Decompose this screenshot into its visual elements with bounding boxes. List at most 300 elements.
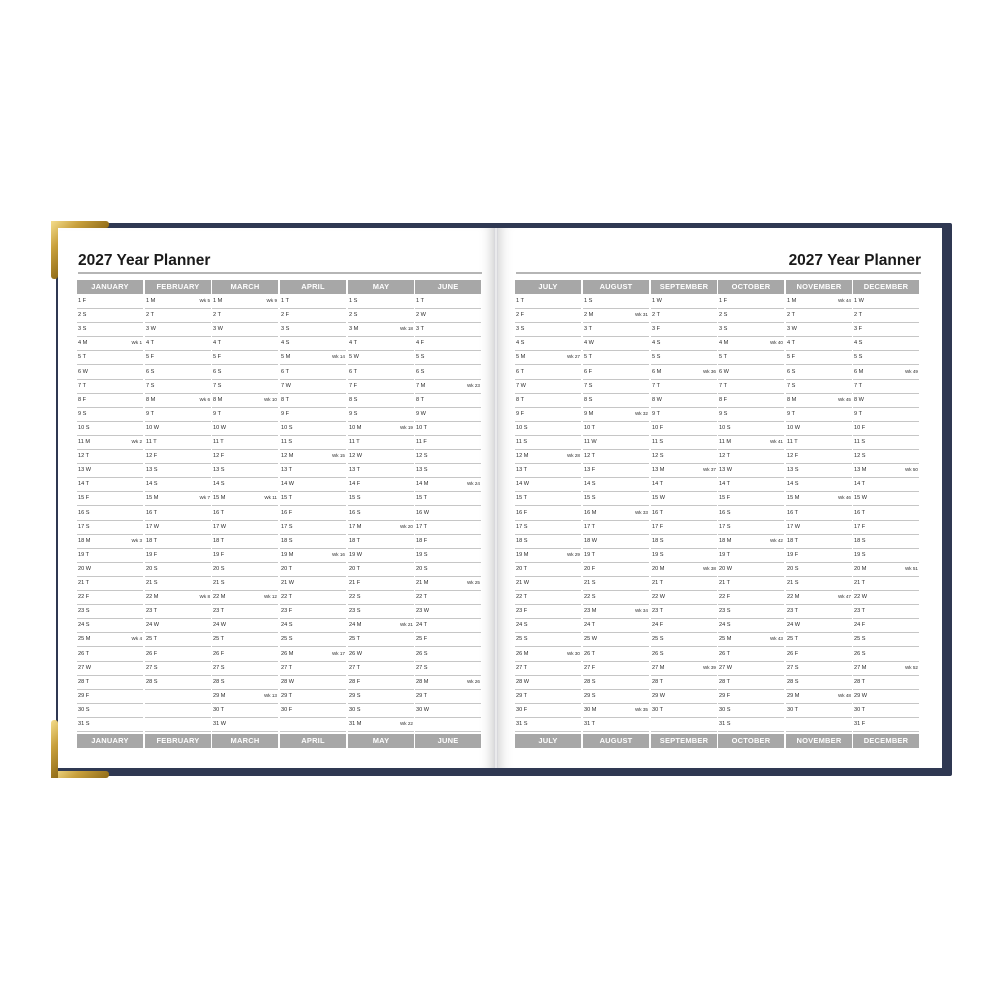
day-label: 3 S [281,326,290,333]
day-label: 3 W [213,326,223,333]
day-cell [77,492,143,506]
day-label: 31 F [854,721,866,727]
day-cell [786,521,852,535]
day-label: 30 S [78,706,90,713]
day-label: 11 S [281,439,293,445]
day-label: 11 F [416,439,427,445]
title-rule-right [516,272,921,274]
day-cell [145,408,211,422]
day-cell [786,690,852,704]
day-cell [77,464,143,478]
day-label: 14 T [719,481,731,488]
month-footer-february: FEBRUARY [145,734,211,748]
day-label: 19 F [146,551,158,558]
day-label: 18 W [584,537,598,544]
week-number: Wk 21 [399,622,413,628]
day-label: 22 W [652,594,666,601]
day-label: 24 W [213,622,227,629]
day-label: 5 M [281,354,291,361]
day-label: 3 W [787,326,797,333]
day-cell [145,394,211,408]
day-cell [77,648,143,662]
day-cell [77,718,143,732]
day-cell [515,690,581,704]
month-header-october: OCTOBER [718,280,784,294]
day-cell [786,662,852,676]
day-cell [718,605,784,619]
day-label: 23 T [652,608,664,615]
day-label: 17 W [787,523,801,530]
day-cell [853,492,919,506]
day-label: 8 M [787,396,797,403]
day-label: 16 T [854,509,866,516]
day-cell [583,450,649,464]
day-cell [786,704,852,718]
day-cell [718,718,784,732]
day-cell [515,351,581,365]
day-label: 5 S [652,354,661,361]
day-label: 24 W [787,622,801,629]
week-number: Wk 30 [566,650,580,656]
month-footer-october: OCTOBER [718,734,784,748]
day-label: 6 T [516,368,524,375]
week-number: Wk 29 [566,551,580,557]
day-label: 20 M [652,565,665,572]
day-cell [651,535,717,549]
day-label: 4 W [584,340,594,347]
week-number: Wk 32 [634,410,648,416]
day-label: 16 S [349,509,361,516]
day-cell [415,492,481,506]
day-label: 1 F [78,298,87,304]
day-label: 27 M [854,664,867,671]
day-cell [515,704,581,718]
day-label: 8 F [719,396,728,403]
day-label: 3 T [416,326,424,333]
day-cell [212,464,278,478]
day-label: 21 S [787,580,799,586]
day-cell [651,337,717,351]
day-label: 26 T [78,650,90,657]
day-label: 5 S [854,354,863,361]
day-cell [77,577,143,591]
day-label: 1 T [416,298,424,304]
day-cell [515,450,581,464]
day-label: 20 T [349,565,361,572]
day-label: 9 T [146,410,154,417]
day-cell [348,450,414,464]
day-cell [212,605,278,619]
day-cell [718,535,784,549]
day-cell [212,380,278,394]
day-cell [583,464,649,478]
day-cell [786,394,852,408]
day-label: 27 S [416,664,428,671]
day-label: 30 T [854,706,866,713]
day-cell [786,478,852,492]
day-cell [280,690,346,704]
day-cell [145,478,211,492]
week-number: Wk 10 [263,396,277,402]
day-label: 26 S [652,650,664,657]
week-number: Wk 12 [263,594,277,600]
day-cell [212,704,278,718]
day-cell [77,549,143,563]
day-cell [212,436,278,450]
day-cell [348,577,414,591]
day-cell [212,718,278,732]
day-cell [718,394,784,408]
day-label: 11 W [584,439,597,445]
day-cell [212,577,278,591]
day-cell [853,295,919,309]
day-cell [77,380,143,394]
day-cell [348,507,414,521]
day-label: 29 T [516,692,528,699]
day-label: 23 S [719,608,731,615]
month-header-july: JULY [515,280,581,294]
day-label: 24 F [854,622,866,629]
month-footer-september: SEPTEMBER [651,734,717,748]
day-label: 6 S [416,368,425,375]
day-cell [280,676,346,690]
day-label: 4 T [213,340,221,347]
day-cell [718,563,784,577]
day-label: 17 T [416,523,428,530]
day-cell [145,591,211,605]
day-cell [280,309,346,323]
day-label: 18 S [281,537,293,544]
day-label: 4 F [416,340,425,347]
day-label: 12 S [854,453,866,460]
day-cell [348,464,414,478]
day-cell [515,366,581,380]
day-label: 24 F [652,622,664,629]
day-label: 7 M [416,382,426,389]
week-number: Wk 16 [331,551,345,557]
day-cell [212,408,278,422]
day-cell [415,690,481,704]
month-header-december: DECEMBER [853,280,919,294]
day-cell [786,633,852,647]
day-label: 3 F [652,326,661,333]
day-label: 24 M [349,622,362,629]
day-label: 17 F [652,523,664,530]
day-cell [415,366,481,380]
week-number: Wk 18 [399,326,413,332]
page-title-left: 2027 Year Planner [78,252,211,269]
day-cell [280,464,346,478]
day-label: 25 S [854,636,866,643]
day-label: 26 F [213,650,225,657]
day-label: 18 T [349,537,361,544]
day-cell [77,690,143,704]
day-cell [415,563,481,577]
day-cell [348,295,414,309]
day-label: 22 T [416,594,428,601]
day-cell [853,690,919,704]
day-cell [145,718,211,732]
day-label: 15 S [349,495,361,502]
day-label: 12 S [416,453,428,460]
day-label: 21 F [349,580,361,586]
day-cell [718,577,784,591]
day-label: 24 S [719,622,731,629]
day-label: 2 T [787,312,795,319]
day-cell [212,521,278,535]
day-label: 27 S [787,664,799,671]
day-cell [348,633,414,647]
day-cell [77,422,143,436]
day-cell [280,422,346,436]
day-cell [583,549,649,563]
day-cell [583,648,649,662]
day-label: 12 M [516,453,529,460]
day-cell [212,422,278,436]
day-cell [77,436,143,450]
day-cell [212,492,278,506]
day-cell [280,521,346,535]
day-label: 11 M [78,439,91,445]
day-cell [515,422,581,436]
day-label: 2 T [146,312,154,319]
day-label: 22 W [854,594,868,601]
day-cell [718,337,784,351]
day-label: 30 S [349,706,361,713]
day-label: 7 T [652,382,660,389]
month-footer-july: JULY [515,734,581,748]
day-label: 3 M [349,326,359,333]
day-cell [651,478,717,492]
day-cell [853,323,919,337]
day-label: 22 M [213,594,226,601]
day-label: 13 T [349,467,361,474]
day-label: 2 S [349,312,358,319]
day-cell [718,464,784,478]
day-cell [280,563,346,577]
day-label: 3 F [854,326,863,333]
day-label: 22 F [719,594,731,601]
day-label: 13 T [281,467,293,474]
day-cell [853,662,919,676]
day-cell [786,676,852,690]
day-cell [280,619,346,633]
day-label: 25 M [719,636,732,643]
week-number: Wk 44 [837,298,851,303]
week-number: Wk 47 [837,594,851,600]
day-cell [651,704,717,718]
day-cell [415,337,481,351]
day-label: 5 T [78,354,86,361]
day-cell [651,549,717,563]
day-cell [583,394,649,408]
day-label: 24 S [281,622,293,629]
day-label: 28 S [213,678,225,685]
day-cell [515,464,581,478]
day-cell [718,507,784,521]
day-cell [77,507,143,521]
day-cell [853,704,919,718]
day-cell [415,521,481,535]
day-cell [415,591,481,605]
day-cell [348,535,414,549]
day-label: 7 T [78,382,86,389]
day-cell [853,549,919,563]
week-number: Wk 28 [566,453,580,459]
day-label: 2 S [78,312,87,319]
day-cell [212,323,278,337]
day-label: 28 W [281,678,295,685]
day-label: 28 W [516,678,530,685]
day-cell [415,718,481,732]
day-cell [348,605,414,619]
day-label: 2 T [213,312,221,319]
day-cell [348,718,414,732]
day-label: 15 M [787,495,800,502]
day-label: 31 S [719,721,731,727]
day-cell [415,380,481,394]
week-number: Wk 36 [702,368,716,374]
day-cell [415,422,481,436]
day-cell [415,577,481,591]
week-number: Wk 40 [769,340,783,346]
day-cell [651,408,717,422]
day-cell [212,591,278,605]
day-cell [77,704,143,718]
day-cell [415,549,481,563]
day-cell [280,605,346,619]
day-label: 13 M [854,467,867,474]
day-cell [348,408,414,422]
day-cell [280,394,346,408]
day-cell [415,662,481,676]
day-label: 7 S [584,382,593,389]
day-label: 27 T [281,664,293,671]
week-number: Wk 26 [466,678,480,684]
day-label: 15 T [416,495,428,502]
day-cell [77,323,143,337]
day-cell [348,690,414,704]
day-label: 8 S [584,396,593,403]
day-label: 4 M [78,340,88,347]
week-number: Wk 22 [399,721,413,726]
day-label: 6 W [719,368,729,375]
week-number: Wk 6 [199,396,210,402]
day-label: 15 W [854,495,868,502]
day-cell [212,648,278,662]
day-label: 25 T [146,636,158,643]
day-label: 22 T [281,594,293,601]
day-label: 17 S [281,523,293,530]
day-cell [515,591,581,605]
day-label: 5 F [146,354,155,361]
day-label: 10 S [516,424,528,431]
day-cell [583,690,649,704]
day-label: 14 T [78,481,90,488]
day-cell [415,464,481,478]
week-number: Wk 3 [131,537,142,543]
day-label: 6 S [787,368,796,375]
day-label: 11 S [854,439,866,445]
day-label: 3 W [146,326,156,333]
day-cell [651,563,717,577]
day-label: 30 W [416,706,430,713]
day-cell [583,337,649,351]
day-cell [583,380,649,394]
day-label: 5 M [516,354,526,361]
day-cell [77,351,143,365]
day-cell [651,507,717,521]
day-cell [651,591,717,605]
day-cell [651,521,717,535]
week-number: Wk 50 [904,467,918,473]
day-cell [853,619,919,633]
day-cell [515,605,581,619]
day-label: 21 S [146,580,158,586]
day-label: 8 T [516,396,524,403]
day-cell [280,577,346,591]
day-cell [212,337,278,351]
day-cell [718,380,784,394]
day-cell [280,535,346,549]
day-label: 10 T [584,424,596,431]
day-label: 13 F [584,467,596,474]
day-label: 29 W [854,692,868,699]
day-label: 20 S [146,565,158,572]
day-label: 30 M [584,706,597,713]
day-label: 26 S [416,650,428,657]
week-number: Wk 39 [702,664,716,670]
day-label: 10 W [213,424,227,431]
day-label: 22 S [349,594,361,601]
day-label: 23 S [349,608,361,615]
day-label: 9 M [584,410,594,417]
day-label: 12 F [787,453,799,460]
day-cell [853,450,919,464]
day-cell [515,436,581,450]
day-label: 20 T [281,565,293,572]
day-cell [718,662,784,676]
month-footer-january: JANUARY [77,734,143,748]
day-label: 23 T [854,608,866,615]
day-cell [348,323,414,337]
day-cell [515,309,581,323]
day-label: 16 F [516,509,528,516]
day-cell [415,351,481,365]
day-label: 18 S [652,537,664,544]
day-label: 19 T [78,551,90,558]
day-cell [515,478,581,492]
day-cell [415,676,481,690]
day-cell [718,492,784,506]
day-label: 12 F [213,453,225,460]
day-label: 9 S [78,410,87,417]
day-label: 1 W [652,298,662,304]
day-cell [651,676,717,690]
day-label: 11 M [719,439,732,445]
day-cell [853,507,919,521]
day-cell [415,323,481,337]
day-cell [145,521,211,535]
day-label: 15 F [719,495,731,502]
day-cell [583,351,649,365]
day-cell [415,478,481,492]
day-label: 16 W [416,509,430,516]
day-cell [786,366,852,380]
day-cell [348,394,414,408]
month-header-september: SEPTEMBER [651,280,717,294]
day-cell [348,563,414,577]
